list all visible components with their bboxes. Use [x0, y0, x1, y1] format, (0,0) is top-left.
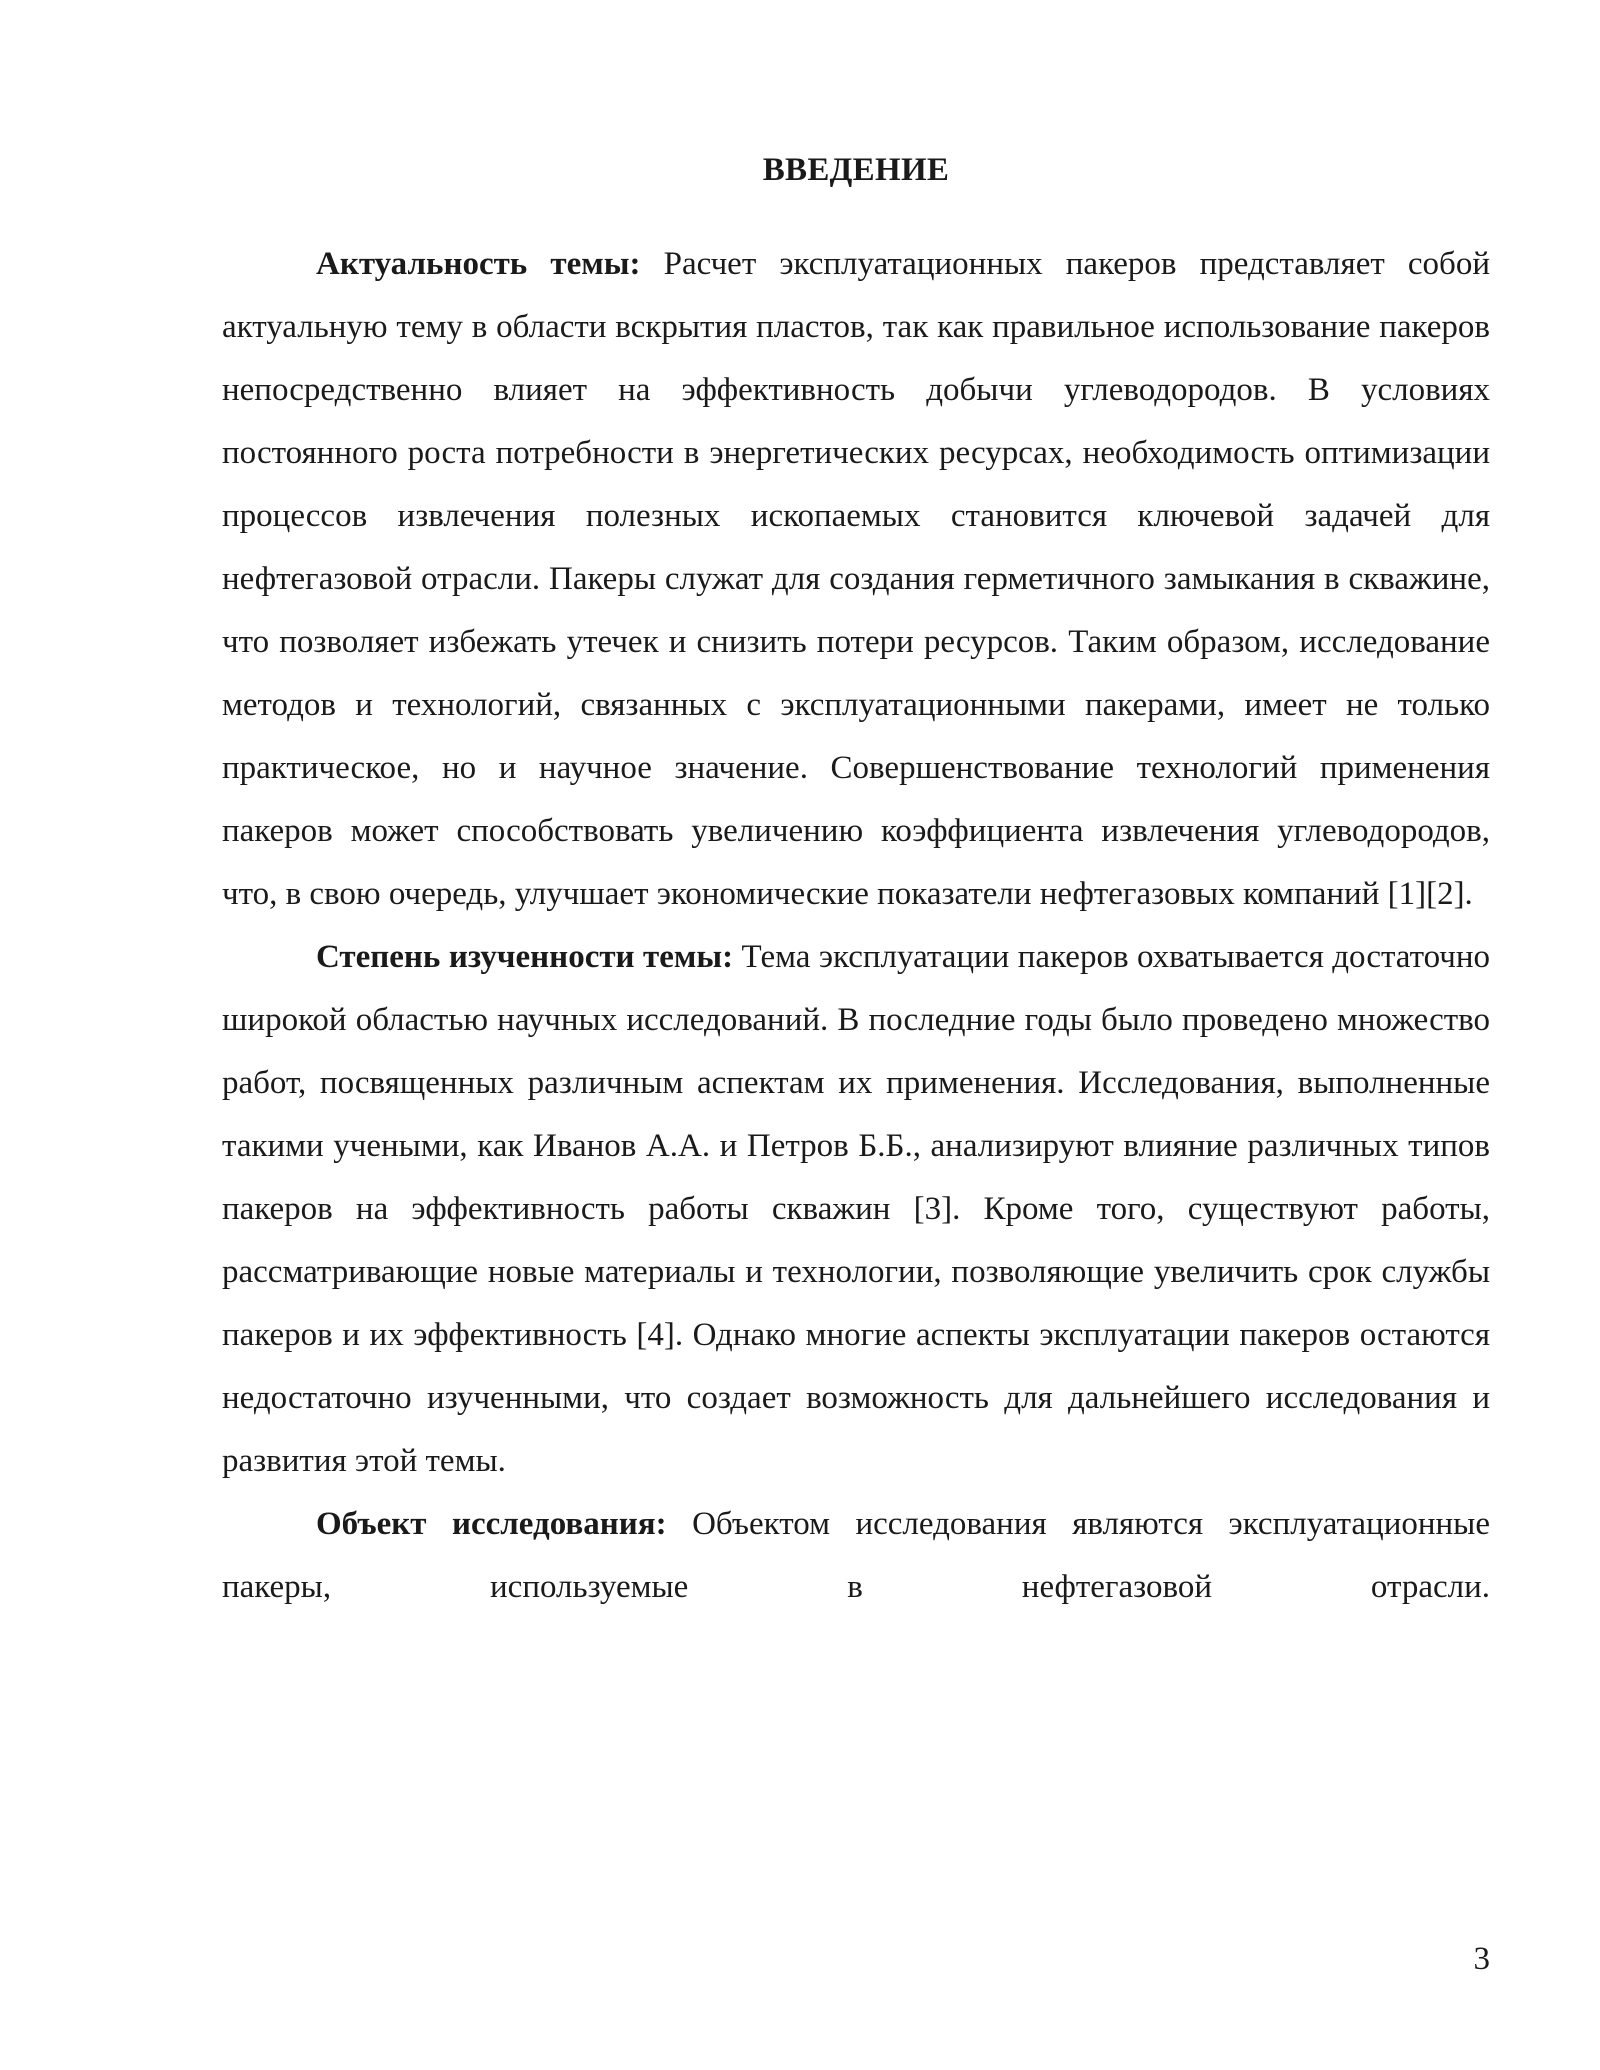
paragraph-lead-study-degree: Степень изученности темы:	[316, 939, 734, 975]
page-title: ВВЕДЕНИЕ	[762, 152, 950, 188]
paragraph-text-study-degree: Тема эксплуатации пакеров охватывается достаточно широкой областью научных исследований. В последние годы было проведено множество работ, посвященных различным аспектам их применения. Исследования, выполненные такими учеными, как Иванов А.А. и Петров Б.Б., анализируют влияние различных типов пакеров на эффективность работы скважин [3]. Кроме того, существуют работы, рассматривающие новые материалы и технологии, позволяющие увеличить срок службы пакеров и их эффективность [4]. Однако многие аспекты эксплуатации пакеров остаются недостаточно изученными, что создает возможность для дальнейшего исследования и развития этой темы.	[222, 939, 1490, 1479]
document-body	[222, 233, 1490, 1619]
paragraph-relevance	[222, 233, 1490, 926]
paragraph-text-research-object: Объектом исследования являются эксплуатационные пакеры, используемые в нефтегазовой отрасли.	[222, 1506, 1490, 1605]
paragraph-lead-research-object: Объект исследования:	[316, 1506, 667, 1542]
paragraph-study-degree	[222, 926, 1490, 1493]
paragraph-lead-relevance: Актуальность темы:	[316, 246, 641, 282]
page-number: 3	[1473, 1941, 1490, 1977]
paragraph-research-object	[222, 1493, 1490, 1619]
paragraph-text-relevance: Расчет эксплуатационных пакеров представляет собой актуальную тему в области вскрытия пластов, так как правильное использование пакеров непосредственно влияет на эффективность добычи углеводородов. В условиях постоянного роста потребности в энергетических ресурсах, необходимость оптимизации процессов извлечения полезных ископаемых становится ключевой задачей для нефтегазовой отрасли. Пакеры служат для создания герметичного замыкания в скважине, что позволяет избежать утечек и снизить потери ресурсов. Таким образом, исследование методов и технологий, связанных с эксплуатационными пакерами, имеет не только практическое, но и научное значение. Совершенствование технологий применения пакеров может способствовать увеличению коэффициента извлечения углеводородов, что, в свою очередь, улучшает экономические показатели нефтегазовых компаний [1][2].	[222, 246, 1490, 912]
